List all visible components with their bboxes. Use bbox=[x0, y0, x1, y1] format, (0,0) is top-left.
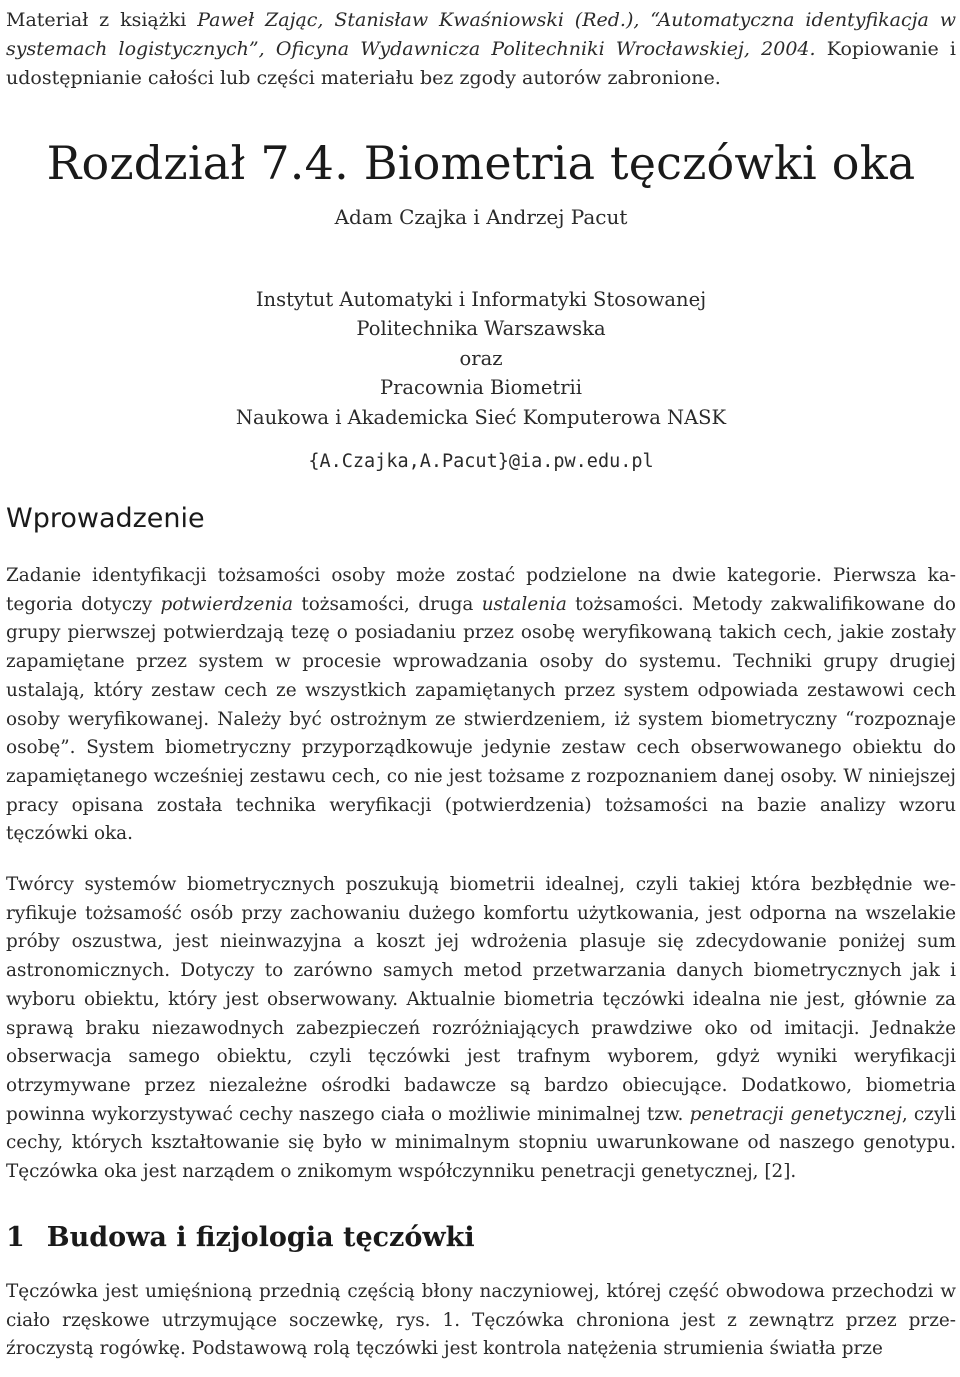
notice-suffix: Kopiowanie i udostępnianie całości lub części materiału bez zgody autorów zabronione. bbox=[6, 38, 957, 89]
emphasis-run: ustalenia bbox=[481, 593, 567, 615]
chapter-title: Rozdział 7.4. Biometria tęczówki oka bbox=[46, 136, 916, 190]
section-title: Budowa i fizjologia tęczówki bbox=[46, 1221, 475, 1253]
authors: Adam Czajka i Andrzej Pacut bbox=[334, 205, 628, 229]
emphasis-run: penetracji genetycznej bbox=[689, 1103, 902, 1125]
text-run: tożsamości. Metody zakwalifikowane do grupy pierwszej potwierdzają tezę o posiadaniu przez osobę weryfikowaną takich cech, jakie zostały zapamiętane przez system w procesie wprowadzania osoby do systemu. Techniki grupy drugiej ustalają, który zestaw cech ze wszystkich zapamiętanych przez system odpowiada zestawowi cech osoby weryfikowanej. Należy być ostrożnym ze stwierdzeniem, iż system biometryczny “rozpoznaje osobę”. System biometryczny przyporządkowuje jedynie zestaw cech obserwowanego obiektu do zapamiętanego wcześniej zestawu cech, co nie jest tożsame z rozpoznaniem danej osoby. W niniejszej pracy opisana została technika weryfikacji (potwierdzenia) tożsamości na bazie analizy wzoru tęczówki oka. bbox=[6, 593, 957, 845]
text-run: , czyli cechy, których kształtowanie się było w minimalnym stopniu uwarunkowane od naszego genotypu. Tęczówka oka jest narządem o znikomym współczynniku penetracji genetycznej, [2]. bbox=[6, 1103, 957, 1183]
text-run: tożsamości, druga bbox=[293, 593, 482, 615]
affiliation-line: Politechnika Warszawska bbox=[356, 317, 606, 341]
intro-paragraph bbox=[6, 562, 956, 849]
affiliation-line: Pracownia Biometrii bbox=[379, 376, 582, 400]
affiliation-line: oraz bbox=[459, 346, 503, 370]
text-run: Twórcy systemów biometrycznych poszukują biometrii idealnej, czyli takiej która bezbłędnie weryfikuje tożsamość osób przy zachowaniu dużego komfortu użytkowania, jest odporna na wszelakie próby oszustwa, jest nieinwazyjna a koszt jej wdrożenia plasuje się zdecydowanie poniżej sum astronomicznych. Dotyczy to zarówno samych metod przetwarzania danych biometrycznych jak i wyboru obiektu, który jest obserwowany. Aktualnie biometria tęczówki idealna nie jest, głównie za sprawą braku niezawodnych zabezpieczeń rozróżniających prawdziwe oko od imitacji. Jednakże obserwacja samego obiektu, czyli tęczówki jest trafnym wyborem, gdyż wyniki weryfikacji otrzymywane przez niezależne ośrodki badawcze są bardzo obiecujące. Dodatkowo, biometria powinna wykorzystywać cechy naszego ciała o możliwie minimalnej tzw. bbox=[6, 874, 956, 1125]
affiliation-line: Instytut Automatyki i Informatyki Stosowanej bbox=[255, 288, 707, 311]
section-paragraph: Tęczówka jest umięśnioną przednią częścią błony naczyniowej, której część obwodowa przechodzi w ciało rzęskowe utrzymujące soczewkę, rys. 1. Tęczówka chroniona jest z zewnątrz przez przeźroczystą rogówkę. Podstawową rolą tęczówki jest kontrola natężenia strumienia światła prze bbox=[6, 1280, 956, 1360]
section-heading bbox=[6, 1220, 956, 1256]
notice-prefix: Materiał z książki bbox=[6, 9, 198, 31]
affiliation-block bbox=[6, 285, 956, 432]
intro-heading: Wprowadzenie bbox=[6, 503, 205, 535]
affiliation-line: Naukowa i Akademicka Sieć Komputerowa NASK bbox=[235, 405, 727, 429]
section-number: 1 bbox=[6, 1221, 25, 1253]
notice-citation: Paweł Zając, Stanisław Kwaśniowski (Red.), “Automatyczna identyfikacja w systemach logistycznych”, Oficyna Wydawnicza Politechniki Wrocławskiej, 2004. bbox=[6, 9, 956, 60]
emphasis-run: potwierdzenia bbox=[160, 593, 294, 615]
text-run: Zadanie identyfikacji tożsamości osoby może zostać podzielone na dwie kategorie. Pierwsza kategoria dotyczy bbox=[6, 565, 956, 615]
intro-paragraph bbox=[6, 871, 956, 1187]
copyright-notice bbox=[6, 0, 956, 93]
author-email: {A.Czajka,A.Pacut}@ia.pw.edu.pl bbox=[308, 451, 654, 473]
